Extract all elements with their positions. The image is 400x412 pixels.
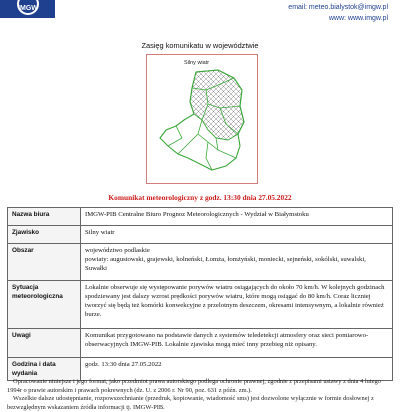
notes-value: Komunikat przygotowano na podstawie danych z systemów teledetekcji atmosfery oraz sieci pomiarowo-obserwacyjnych IMGW-PIB. Lokalnie zjawiska mogą mieć inny przebieg niż opisany. <box>81 329 393 358</box>
map-title: Zasięg komunikatu w województwie <box>141 41 259 50</box>
warning-map <box>146 54 258 184</box>
table-row <box>8 208 393 226</box>
table-row <box>8 226 393 244</box>
bulletin-table <box>7 207 393 381</box>
logo-text: IMGW <box>18 5 38 12</box>
notes-label: Uwagi <box>8 329 81 358</box>
situation-value: Lokalnie obserwuje się występowanie porywów wiatru osiągających do około 70 km/h. W kolejnych godzinach spodziewany jest dalszy wzrost prędkości porywów wiatru, które mogą osiągać do 80 km/h. Coraz liczniej tworzyć się będą też komórki konwekcyjne z przelotnym deszczem, okresami intensywnym, a lokalnie również burze. <box>81 281 393 329</box>
website-link[interactable]: www: www.imgw.pl <box>328 15 388 22</box>
contact-info <box>288 2 388 24</box>
event-value: Silny wiatr <box>81 226 393 244</box>
time-value: godz. 13:30 dnia 27.05.2022 <box>81 358 393 381</box>
area-voivodeship: województwo podlaskie <box>85 247 150 254</box>
time-label: Godzina i data wydania <box>8 358 81 381</box>
imgw-logo <box>0 0 55 18</box>
office-value: IMGW-PIB Centralne Biuro Prognoz Meteorologicznych - Wydział w Białymstoku <box>81 208 393 226</box>
email-link[interactable]: email: meteo.bialystok@imgw.pl <box>288 4 388 11</box>
table-row <box>8 244 393 281</box>
event-label: Zjawisko <box>8 226 81 244</box>
bulletin-heading: Komunikat meteorologiczny z godz. 13:30 dnia 27.05.2022 <box>108 193 292 202</box>
table-row <box>8 329 393 358</box>
map-caption: Silny wiatr <box>184 60 210 66</box>
table-row <box>8 281 393 329</box>
situation-label: Sytuacja meteorologiczna <box>8 281 81 329</box>
legal-paragraph-2: Wszelkie dalsze udostępnianie, rozpowszechnianie (przedruk, kopiowanie, wiadomość sms) jest dozwolone wyłącznie w formie dosłownej z bezwzględnym wskazaniem źródła informacji tj. IMGW-PIB. <box>7 395 374 411</box>
legal-paragraph-1: Opracowanie niniejsze i jego format, jako przedmiot prawa autorskiego podlega ochronie prawnej, zgodnie z przepisami ustawy z dnia 4 lutego 1994r o prawie autorskim i prawach pokrewnych (dz. U. z 2006 r. Nr 90, poz. 631 z późn. zm.). <box>7 378 381 394</box>
area-label: Obszar <box>8 244 81 281</box>
office-label: Nazwa biura <box>8 208 81 226</box>
area-cell <box>81 244 393 281</box>
legal-notice <box>7 378 385 412</box>
area-counties: powiaty: augustowski, grajewski, kolneński, Łomża, łomżyński, moniecki, sejneński, sokólski, suwalski, Suwałki <box>85 256 366 272</box>
